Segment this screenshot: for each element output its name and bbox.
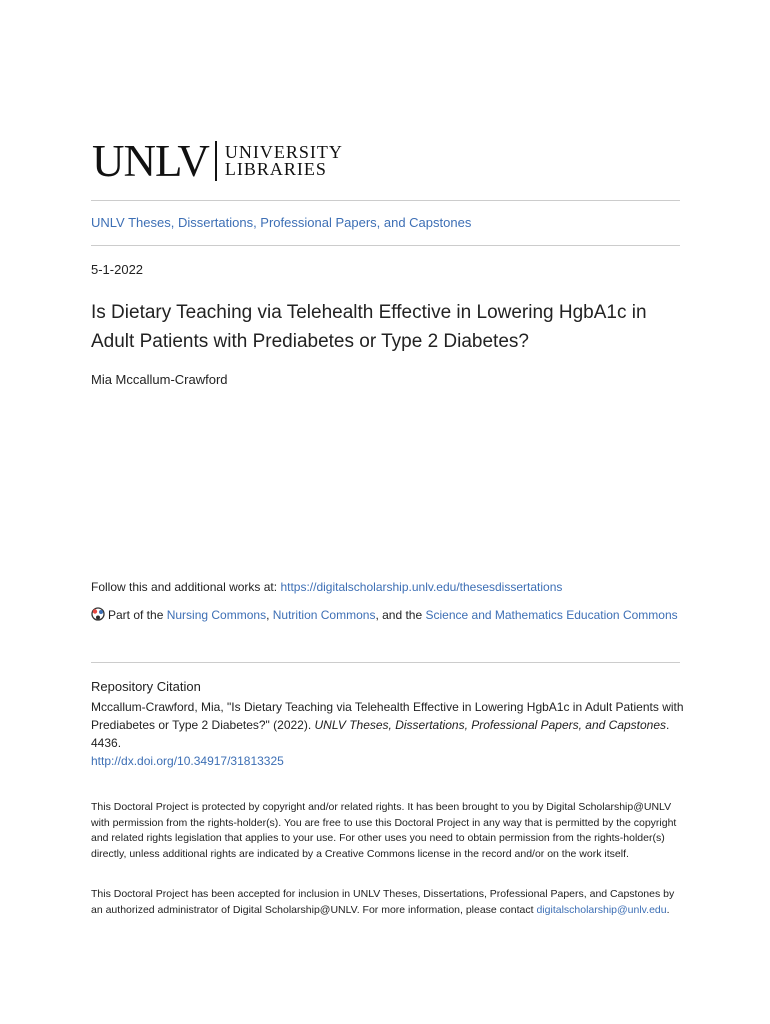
logo-line-2: LIBRARIES xyxy=(224,159,327,179)
science-math-education-commons-link[interactable]: Science and Mathematics Education Commons xyxy=(425,608,678,622)
network-icon xyxy=(91,607,105,621)
publication-date: 5-1-2022 xyxy=(91,262,144,277)
rights-statement: This Doctoral Project is protected by copyright and/or related rights. It has been brought to you by Digital Scholarship@UNLV with permission from the rights-holder(s). You are free to use this Doctoral Project in any way that is permitted by the copyright and related rights legislation that applies to your use. For other uses you need to obtain permission from the rights-holder(s) directly, unless additional rights are indicated by a Creative Commons license in the record and/or on the work itself. xyxy=(91,801,677,860)
nutrition-commons-link[interactable]: Nutrition Commons xyxy=(272,608,376,622)
doi-link[interactable]: http://dx.doi.org/10.34917/31813325 xyxy=(91,754,284,768)
series-link[interactable]: UNLV Theses, Dissertations, Professional Papers, and Capstones xyxy=(91,215,472,230)
author-name: Mia Mccallum-Crawford xyxy=(91,372,228,387)
acceptance-statement xyxy=(91,887,681,918)
part-of-prefix: Part of the xyxy=(108,608,167,622)
logo-wordmark xyxy=(225,144,343,178)
logo-divider xyxy=(215,141,217,181)
acceptance-end: . xyxy=(666,903,670,916)
citation-end: . 4436. xyxy=(91,718,670,750)
follow-line xyxy=(91,580,562,594)
nursing-commons-link[interactable]: Nursing Commons xyxy=(166,608,267,622)
citation-text: Mccallum-Crawford, Mia, "Is Dietary Teaching via Telehealth Effective in Lowering HgbA1c in Adult Patients with Prediabetes or Type 2 Diabetes?" (2022). xyxy=(91,700,684,732)
divider-top xyxy=(91,200,680,201)
citation-series: UNLV Theses, Dissertations, Professional Papers, and Capstones xyxy=(314,718,667,732)
unlv-libraries-logo xyxy=(92,136,343,186)
document-title: Is Dietary Teaching via Telehealth Effective in Lowering HgbA1c in Adult Patients with Prediabetes or Type 2 Diabetes? xyxy=(91,302,647,352)
logo-mark: UNLV xyxy=(92,136,209,186)
logo-line-1: UNIVERSITY xyxy=(224,142,343,162)
repository-citation-heading: Repository Citation xyxy=(91,679,201,694)
acceptance-text: This Doctoral Project has been accepted for inclusion in UNLV Theses, Dissertations, Professional Papers, and Capstones by an authorized administrator of Digital Scholarship@UNLV. For more information, please contact xyxy=(91,888,675,916)
citation-block xyxy=(91,698,691,770)
follow-url-link[interactable]: https://digitalscholarship.unlv.edu/thesesdissertations xyxy=(280,580,563,594)
divider-citation xyxy=(91,662,680,663)
divider-series xyxy=(91,245,680,246)
part-of-line xyxy=(91,605,681,626)
contact-email-link[interactable]: digitalscholarship@unlv.edu xyxy=(536,903,667,916)
part-of-separator-1: , xyxy=(266,608,273,622)
follow-prefix: Follow this and additional works at: xyxy=(91,580,281,594)
part-of-separator-2: , and the xyxy=(375,608,426,622)
